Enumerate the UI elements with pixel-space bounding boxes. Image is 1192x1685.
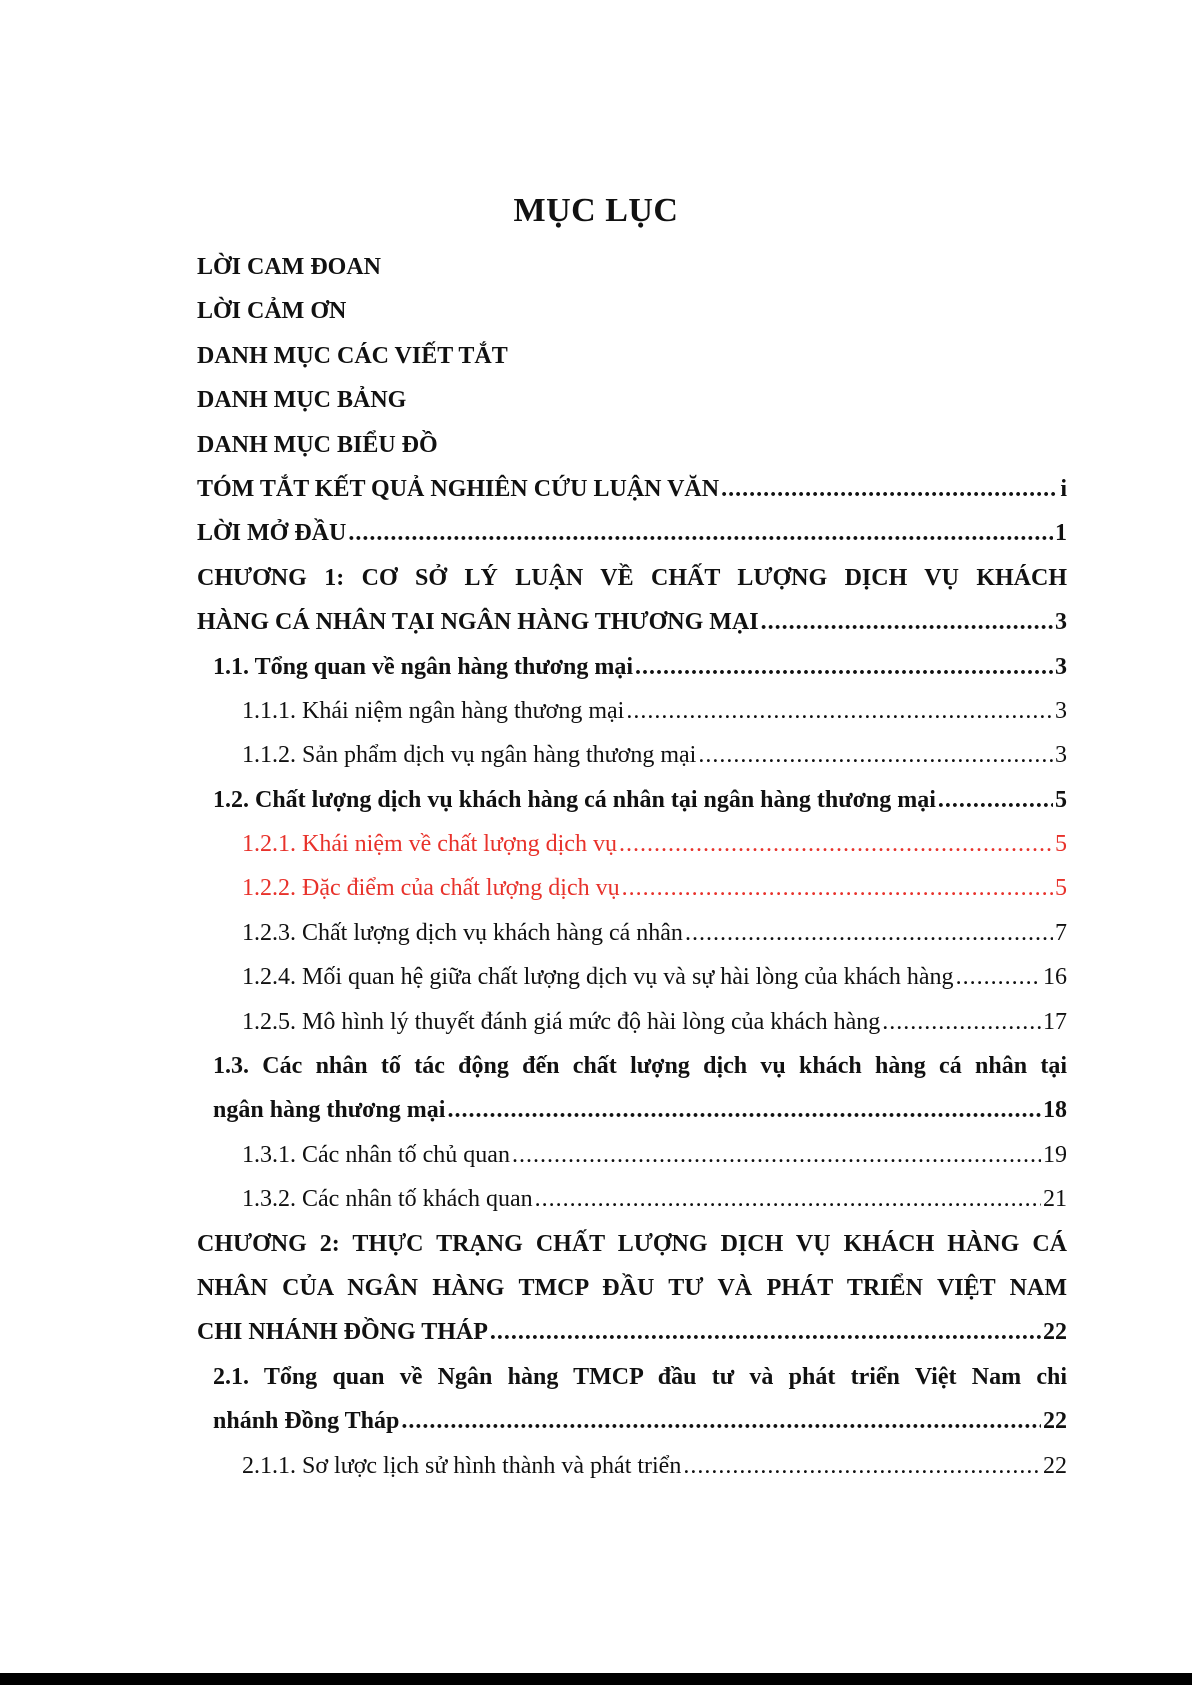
toc-page-number: 7 <box>1055 919 1067 946</box>
toc-page-number: 5 <box>1055 786 1067 813</box>
toc-page-number: 22 <box>1043 1408 1067 1435</box>
toc-entry-text: 1.2.3. Chất lượng dịch vụ khách hàng cá nhân <box>242 919 683 946</box>
dot-leader <box>721 467 1058 511</box>
toc-entry[interactable] <box>242 1000 1067 1044</box>
dot-leader <box>635 645 1053 689</box>
toc-entry-text: LỜI MỞ ĐẦU <box>197 520 347 547</box>
toc-entry-text: ngân hàng thương mại <box>213 1097 446 1124</box>
dot-leader <box>512 1133 1041 1177</box>
toc-entry-text: 1.3.2. Các nhân tố khách quan <box>242 1186 533 1213</box>
toc-entry-text: 1.2. Chất lượng dịch vụ khách hàng cá nhân tại ngân hàng thương mại <box>213 786 936 813</box>
dot-leader <box>401 1399 1041 1443</box>
toc-entry[interactable]: 2.1. Tổng quan về Ngân hàng TMCP đầu tư và phát triển Việt Nam chi <box>213 1363 1067 1390</box>
toc-entry[interactable] <box>197 334 1067 378</box>
toc-entry[interactable] <box>242 1444 1067 1488</box>
toc-entry[interactable] <box>242 866 1067 910</box>
toc-entry[interactable] <box>197 600 1067 644</box>
toc-entry[interactable] <box>197 423 1067 467</box>
toc-page-number: 1 <box>1055 520 1067 547</box>
dot-leader <box>348 511 1053 555</box>
table-of-contents <box>197 245 1067 1488</box>
dot-leader <box>882 1000 1041 1044</box>
toc-entry-text: 1.1.2. Sản phẩm dịch vụ ngân hàng thương mại <box>242 742 697 769</box>
toc-entry-text: CHI NHÁNH ĐỒNG THÁP <box>197 1319 488 1346</box>
toc-entry[interactable] <box>197 1310 1067 1354</box>
toc-page-number: 5 <box>1055 831 1067 858</box>
dot-leader <box>761 600 1053 644</box>
toc-entry[interactable] <box>242 955 1067 999</box>
toc-page-number: 5 <box>1055 875 1067 902</box>
toc-entry[interactable] <box>242 1133 1067 1177</box>
toc-entry-text: LỜI CẢM ƠN <box>197 298 347 325</box>
toc-entry-text: DANH MỤC BẢNG <box>197 387 407 414</box>
page-bottom-border <box>0 1673 1192 1685</box>
toc-entry-text: LỜI CAM ĐOAN <box>197 254 381 280</box>
toc-entry-text: 1.2.4. Mối quan hệ giữa chất lượng dịch vụ và sự hài lòng của khách hàng <box>242 964 954 991</box>
dot-leader <box>956 955 1041 999</box>
toc-entry-text: HÀNG CÁ NHÂN TẠI NGÂN HÀNG THƯƠNG MẠI <box>197 609 759 636</box>
toc-page-number: i <box>1060 475 1067 502</box>
dot-leader <box>447 1088 1041 1132</box>
dot-leader <box>535 1177 1041 1221</box>
toc-entry[interactable] <box>197 289 1067 333</box>
toc-entry-text: 1.1. Tổng quan về ngân hàng thương mại <box>213 653 634 680</box>
dot-leader <box>622 866 1053 910</box>
toc-entry[interactable] <box>213 645 1067 689</box>
toc-page-number: 22 <box>1043 1452 1067 1479</box>
toc-entry[interactable] <box>213 778 1067 822</box>
toc-entry[interactable]: CHƯƠNG 1: CƠ SỞ LÝ LUẬN VỀ CHẤT LƯỢNG DỊCH VỤ KHÁCH <box>197 564 1067 591</box>
dot-leader <box>683 1444 1041 1488</box>
toc-entry[interactable] <box>197 467 1067 511</box>
dot-leader <box>685 911 1053 955</box>
page-title: MỤC LỤC <box>513 192 679 229</box>
toc-page-number: 19 <box>1043 1141 1067 1168</box>
toc-entry-text: 1.1.1. Khái niệm ngân hàng thương mại <box>242 697 625 724</box>
toc-entry-text: nhánh Đồng Tháp <box>213 1408 400 1435</box>
toc-page-number: 3 <box>1055 697 1067 724</box>
toc-entry[interactable] <box>197 378 1067 422</box>
dot-leader <box>938 778 1053 822</box>
toc-entry[interactable] <box>242 733 1067 777</box>
toc-entry-text: 1.2.2. Đặc điểm của chất lượng dịch vụ <box>242 875 620 902</box>
toc-entry-text: TÓM TẮT KẾT QUẢ NGHIÊN CỨU LUẬN VĂN <box>197 475 720 502</box>
toc-entry[interactable] <box>242 689 1067 733</box>
dot-leader <box>698 733 1053 777</box>
toc-page-number: 16 <box>1043 964 1067 991</box>
toc-entry-text: 2.1.1. Sơ lược lịch sử hình thành và phát triển <box>242 1452 682 1479</box>
toc-entry[interactable] <box>242 822 1067 866</box>
toc-entry-text: DANH MỤC CÁC VIẾT TẮT <box>197 342 508 369</box>
toc-page-number: 3 <box>1055 609 1067 636</box>
dot-leader <box>490 1310 1041 1354</box>
dot-leader <box>619 822 1053 866</box>
toc-entry-text: DANH MỤC BIỂU ĐỒ <box>197 431 438 458</box>
toc-entry-text: 1.2.5. Mô hình lý thuyết đánh giá mức độ hài lòng của khách hàng <box>242 1008 881 1035</box>
toc-page-number: 22 <box>1043 1319 1067 1346</box>
toc-entry-text: 1.2.1. Khái niệm về chất lượng dịch vụ <box>242 831 617 858</box>
toc-page-number: 21 <box>1043 1186 1067 1213</box>
toc-entry[interactable] <box>242 1177 1067 1221</box>
toc-entry[interactable] <box>197 511 1067 555</box>
toc-entry[interactable] <box>213 1399 1067 1443</box>
toc-page-number: 3 <box>1055 742 1067 769</box>
toc-page-number: 18 <box>1043 1097 1067 1124</box>
toc-entry-text: 1.3.1. Các nhân tố chủ quan <box>242 1141 510 1168</box>
toc-entry[interactable] <box>242 911 1067 955</box>
toc-page-number: 17 <box>1043 1008 1067 1035</box>
toc-entry[interactable] <box>197 245 1067 289</box>
toc-entry[interactable]: 1.3. Các nhân tố tác động đến chất lượng dịch vụ khách hàng cá nhân tại <box>213 1053 1067 1080</box>
toc-entry[interactable] <box>213 1088 1067 1132</box>
dot-leader <box>626 689 1053 733</box>
toc-page-number: 3 <box>1055 653 1067 680</box>
toc-entry[interactable]: CHƯƠNG 2: THỰC TRẠNG CHẤT LƯỢNG DỊCH VỤ KHÁCH HÀNG CÁ <box>197 1230 1067 1257</box>
toc-entry[interactable]: NHÂN CỦA NGÂN HÀNG TMCP ĐẦU TƯ VÀ PHÁT TRIỂN VIỆT NAM <box>197 1274 1067 1301</box>
